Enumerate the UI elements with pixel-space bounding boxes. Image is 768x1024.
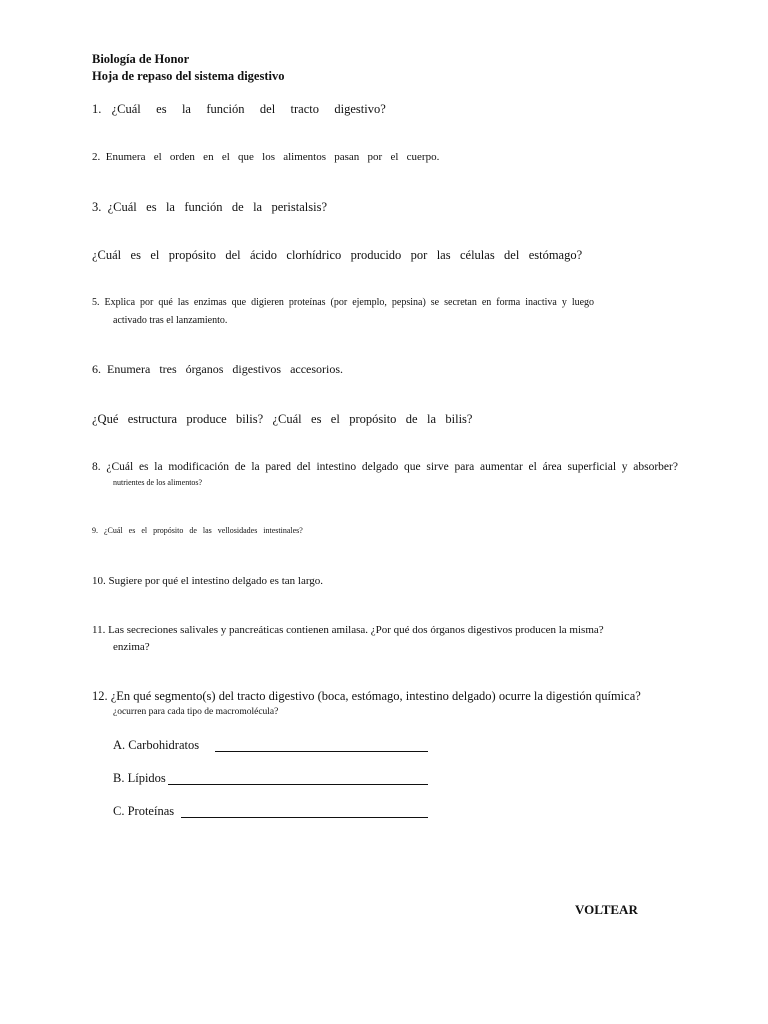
question-3: 3. ¿Cuál es la función de la peristalsis?: [92, 200, 328, 214]
question-4: ¿Cuál es el propósito del ácido clorhídrico producido por las células del estómago?: [92, 248, 583, 262]
option-a-label: A. Carbohidratos: [113, 738, 200, 752]
question-11-line-1: 11. Las secreciones salivales y pancreáticas contienen amilasa. ¿Por qué dos órganos digestivos producen la misma?: [92, 624, 604, 636]
course-title: Biología de Honor: [92, 52, 190, 66]
question-5-line-2: activado tras el lanzamiento.: [113, 315, 228, 326]
question-12-line-2: ¿ocurren para cada tipo de macromolécula?: [113, 707, 279, 717]
option-c-label: C. Proteínas: [113, 804, 175, 818]
question-8-line-1: 8. ¿Cuál es la modificación de la pared del intestino delgado que sirve para aumentar el área superficial y absorber?: [92, 461, 678, 473]
lipids-answer-line[interactable]: [168, 784, 428, 785]
proteins-answer-line[interactable]: [181, 817, 428, 818]
question-1: 1. ¿Cuál es la función del tracto digestivo?: [92, 102, 386, 116]
flip-page-note: VOLTEAR: [575, 902, 638, 917]
question-10: 10. Sugiere por qué el intestino delgado es tan largo.: [92, 575, 324, 587]
question-8-line-2: nutrientes de los alimentos?: [113, 478, 203, 487]
question-2: 2. Enumera el orden en el que los alimentos pasan por el cuerpo.: [92, 151, 440, 163]
question-6: 6. Enumera tres órganos digestivos accesorios.: [92, 362, 344, 376]
option-b-label: B. Lípidos: [113, 771, 166, 785]
question-11-line-2: enzima?: [113, 641, 150, 653]
question-5-line-1: 5. Explica por qué las enzimas que digieren proteínas (por ejemplo, pepsina) se secretan en forma inactiva y luego: [92, 297, 595, 308]
worksheet-title: Hoja de repaso del sistema digestivo: [92, 69, 285, 83]
question-9: 9. ¿Cuál es el propósito de las vellosidades intestinales?: [92, 526, 303, 535]
carbohydrates-answer-line[interactable]: [215, 751, 428, 752]
question-7: ¿Qué estructura produce bilis? ¿Cuál es el propósito de la bilis?: [92, 412, 473, 426]
question-12-line-1: 12. ¿En qué segmento(s) del tracto digestivo (boca, estómago, intestino delgado) ocurre la digestión química?: [92, 689, 641, 703]
